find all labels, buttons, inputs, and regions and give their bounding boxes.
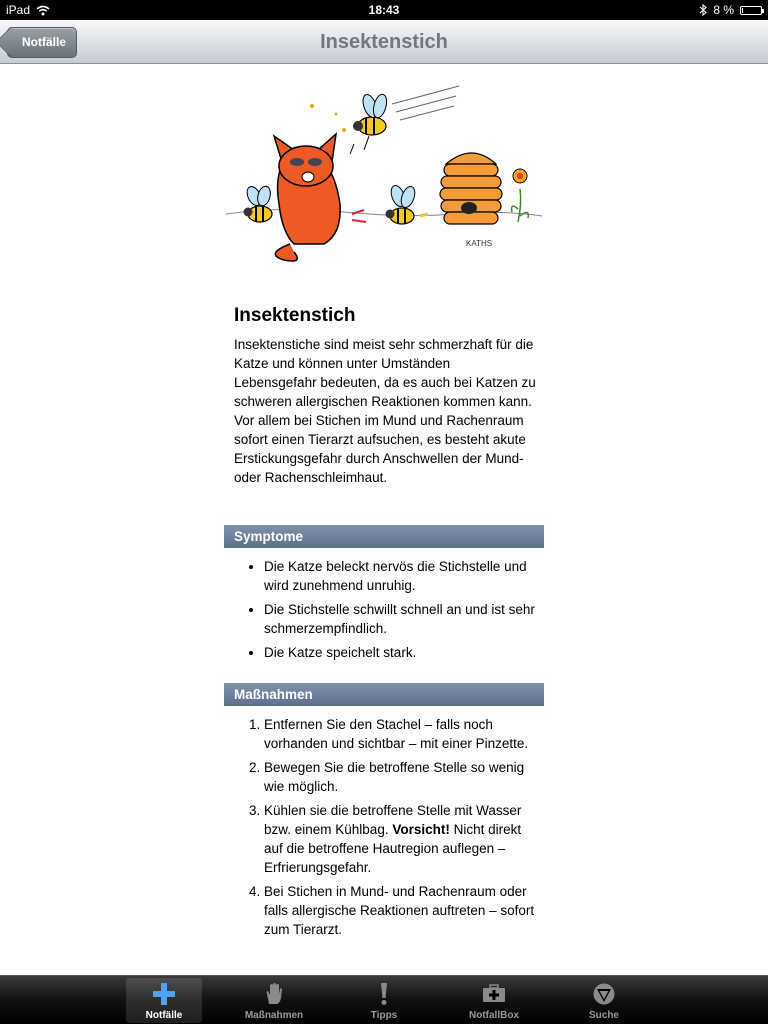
measure-item: 2. Bewegen Sie die betroffene Stelle so wenig wie möglich.: [264, 758, 539, 796]
symptoms-list: [234, 557, 539, 667]
bee-top: [350, 93, 389, 154]
tab-label: Tipps: [370, 1010, 398, 1021]
symptom-item: • Die Katze beleckt nervös die Stichstelle und wird zunehmend unruhig.: [264, 557, 539, 595]
status-bar: [0, 0, 768, 20]
tab-suche[interactable]: [566, 978, 642, 1023]
status-time: 18:43: [368, 3, 400, 17]
battery-percent: 8 %: [713, 3, 734, 17]
beehive: [440, 153, 502, 224]
measure-text: Kühlen sie die betroffene Stelle mit Wasser bzw. einem Kühlbag.: [264, 803, 522, 837]
cat-figure: [274, 134, 366, 261]
search-badge-icon: [592, 982, 616, 1006]
measure-text: Nicht direkt auf die betroffene Hautregion auflegen – Erfrierungsgefahr.: [264, 822, 522, 875]
battery-icon: [740, 6, 762, 15]
bee-middle: [386, 184, 429, 224]
tab-bar: [0, 975, 768, 1024]
page-title: Insektenstich: [320, 31, 448, 53]
device-label: iPad: [6, 3, 31, 17]
measures-list: [234, 715, 539, 944]
tab-label: Notfälle: [145, 1010, 183, 1021]
symptom-item: • Die Katze speichelt stark.: [264, 643, 539, 662]
tab-notfaelle[interactable]: [126, 978, 202, 1023]
tab-label: NotfallBox: [469, 1010, 519, 1021]
article-title: Insektenstich: [234, 305, 356, 326]
tab-label: Maßnahmen: [244, 1010, 304, 1021]
tab-label: Suche: [588, 1010, 619, 1021]
hand-icon: [262, 982, 286, 1006]
measure-item: [264, 801, 539, 877]
tab-tipps[interactable]: [346, 978, 422, 1023]
article-intro: Insektenstiche sind meist sehr schmerzhaft für die Katze und können unter Umständen Lebensgefahr bedeuten, da es auch bei Katzen zu schweren allergischen Reaktionen kommen kann. Vor allem bei Stichen im Mund und Rachenraum sofort einen Tierarzt aufsuchen, es besteht akute Erstickungsgefahr durch Anschwellen der Mund- oder Rachenschleimhaut.: [234, 337, 536, 485]
bee-left: [244, 184, 273, 222]
exclamation-icon: [372, 982, 396, 1006]
measures-section-header: Maßnahmen: [224, 683, 544, 706]
bluetooth-icon: [699, 4, 707, 16]
navigation-bar: [0, 20, 768, 64]
plus-icon: [152, 982, 176, 1006]
symptom-item: • Die Stichstelle schwillt schnell an und ist sehr schmerzempfindlich.: [264, 600, 539, 638]
back-button-label: Notfälle: [22, 35, 67, 49]
measure-item: 1. Entfernen Sie den Stachel – falls noch vorhanden und sichtbar – mit einer Pinzette.: [264, 715, 539, 753]
first-aid-box-icon: [482, 982, 506, 1006]
measure-item: 4. Bei Stichen in Mund- und Rachenraum oder falls allergische Reaktionen auftreten – sofort zum Tierarzt.: [264, 882, 539, 939]
symptoms-section-header: Symptome: [224, 525, 544, 548]
tab-notfallbox[interactable]: [456, 978, 532, 1023]
illustration-signature: KATHS: [466, 239, 493, 248]
tab-massnahmen[interactable]: [236, 978, 312, 1023]
measure-warning: Vorsicht!: [392, 822, 450, 837]
cat-bees-illustration: [224, 84, 544, 268]
